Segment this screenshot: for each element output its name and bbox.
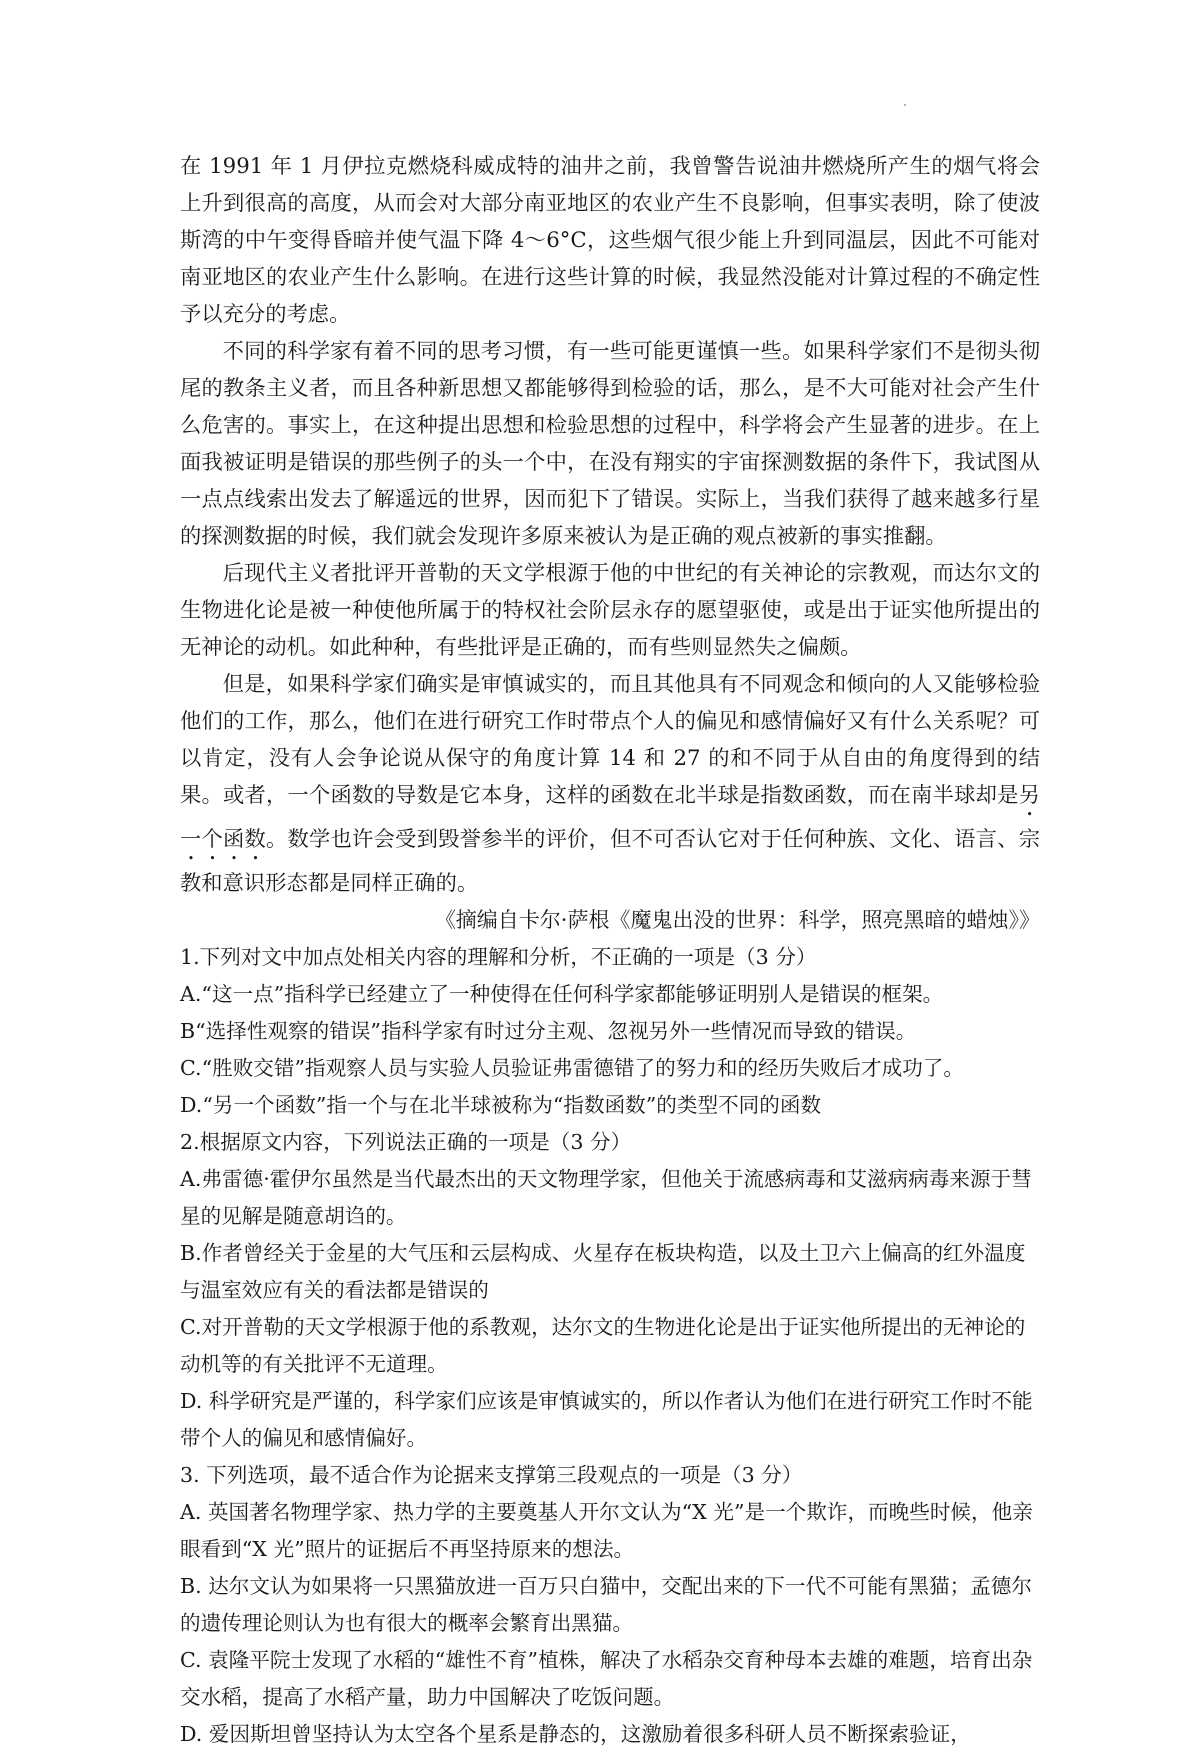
source-citation: 《摘编自卡尔·萨根《魔鬼出没的世界：科学，照亮黑暗的蜡烛》》 xyxy=(434,908,1040,932)
question-1-option-b: B“选择性观察的错误”指科学家有时过分主观、忽视另外一些情况而导致的错误。 xyxy=(180,1019,917,1043)
passage-paragraph-2: 不同的科学家有着不同的思考习惯，有一些可能更谨慎一些。如果科学家们不是彻头彻尾的教条主义者，而且各种新思想又都能够得到检验的话，那么，是不大可能对社会产生什么危害的。事实上，在这种提出思想和检验思想的过程中，科学将会产生显著的进步。在上面我被证明是错误的那些例子的头一个中，在没有翔实的宇宙探测数据的条件下，我试图从一点点线索出发去了解遥远的世界，因而犯下了错误。实际上，当我们获得了越来越多行星的探测数据的时候，我们就会发现许多原来被认为是正确的观点被新的事实推翻。 xyxy=(180,339,1040,549)
question-3-stem: 3. 下列选项，最不适合作为论据来支撑第三段观点的一项是（3 分） xyxy=(180,1463,803,1487)
passage-paragraph-4 xyxy=(180,666,1040,902)
passage-paragraph-1: 在 1991 年 1 月伊拉克燃烧科威成特的油井之前，我曾警告说油井燃烧所产生的烟气将会上升到很高的高度，从而会对大部分南亚地区的农业产生不良影响，但事实表明，除了使波斯湾的中午变得昏暗并使气温下降 4～6°C，这些烟气很少能上升到同温层，因此不可能对南亚地区的农业产生什么影响。在进行这些计算的时候，我显然没能对计算过程的不确定性予以充分的考虑。 xyxy=(180,154,1040,327)
question-3-option-b: B. 达尔文认为如果将一只黑猫放进一百万只白猫中，交配出来的下一代不可能有黑猫；孟德尔的遗传理论则认为也有很大的概率会繁育出黑猫。 xyxy=(180,1574,1032,1635)
question-1-option-a: A.“这一点”指科学已经建立了一种使得在任何科学家都能够证明别人是错误的框架。 xyxy=(180,982,944,1006)
passage-paragraph-3: 后现代主义者批评开普勒的天文学根源于他的中世纪的有关神论的宗教观，而达尔文的生物进化论是被一种使他所属于的特权社会阶层永存的愿望驱使，或是出于证实他所提出的无神论的动机。如此种种，有些批评是正确的，而有些则显然失之偏颇。 xyxy=(180,561,1040,660)
scan-speck xyxy=(904,104,906,106)
passage-p4-text-a: 但是，如果科学家们确实是审慎诚实的，而且其他具有不同观念和倾向的人又能够检验他们的工作，那么，他们在进行研究工作时带点个人的偏见和感情偏好又有什么关系呢？可以肯定，没有人会争论说从保守的角度计算 14 和 27 的和不同于从自由的角度得到的结果。或者，一个函数的导数是它本身，这样的函数在北半球是指数函数，而在南半球却是 xyxy=(180,672,1040,808)
question-2-stem: 2.根据原文内容，下列说法正确的一项是（3 分） xyxy=(180,1130,632,1154)
question-2-option-b: B.作者曾经关于金星的大气压和云层构成、火星存在板块构造，以及土卫六上偏高的红外温度与温室效应有关的看法都是错误的 xyxy=(180,1241,1026,1302)
dotted-phrase: 另一个函数 xyxy=(180,783,1040,852)
passage-p4-text-b: 。数学也许会受到毁誉参半的评价，但不可否认它对于任何种族、文化、语言、宗教和意识形态都是同样正确的。 xyxy=(180,827,1040,896)
question-2-option-d: D. 科学研究是严谨的，科学家们应该是审慎诚实的，所以作者认为他们在进行研究工作时不能带个人的偏见和感情偏好。 xyxy=(180,1389,1033,1450)
exam-page xyxy=(180,148,1040,1753)
question-2-option-c: C.对开普勒的天文学根源于他的系教观，达尔文的生物进化论是出于证实他所提出的无神论的动机等的有关批评不无道理。 xyxy=(180,1315,1026,1376)
question-3-option-d: D. 爱因斯坦曾坚持认为太空各个星系是静态的，这激励着很多科研人员不断探索验证， xyxy=(180,1722,971,1746)
question-1-option-d: D.“另一个函数”指一个与在北半球被称为“指数函数”的类型不同的函数 xyxy=(180,1093,822,1117)
question-2-option-a: A.弗雷德·霍伊尔虽然是当代最杰出的天文物理学家，但他关于流感病毒和艾滋病病毒来源于彗星的见解是随意胡诌的。 xyxy=(180,1167,1032,1228)
question-3-option-a: A. 英国著名物理学家、热力学的主要奠基人开尔文认为“X 光”是一个欺诈，而晚些时候，他亲眼看到“X 光”照片的证据后不再坚持原来的想法。 xyxy=(180,1500,1033,1561)
question-1-option-c: C.“胜败交错”指观察人员与实验人员验证弗雷德错了的努力和的经历失败后才成功了。 xyxy=(180,1056,964,1080)
question-1-stem: 1.下列对文中加点处相关内容的理解和分析，不正确的一项是（3 分） xyxy=(180,945,817,969)
question-3-option-c: C. 袁隆平院士发现了水稻的“雄性不育”植株，解决了水稻杂交育种母本去雄的难题，培育出杂交水稻，提高了水稻产量，助力中国解决了吃饭问题。 xyxy=(180,1648,1033,1709)
